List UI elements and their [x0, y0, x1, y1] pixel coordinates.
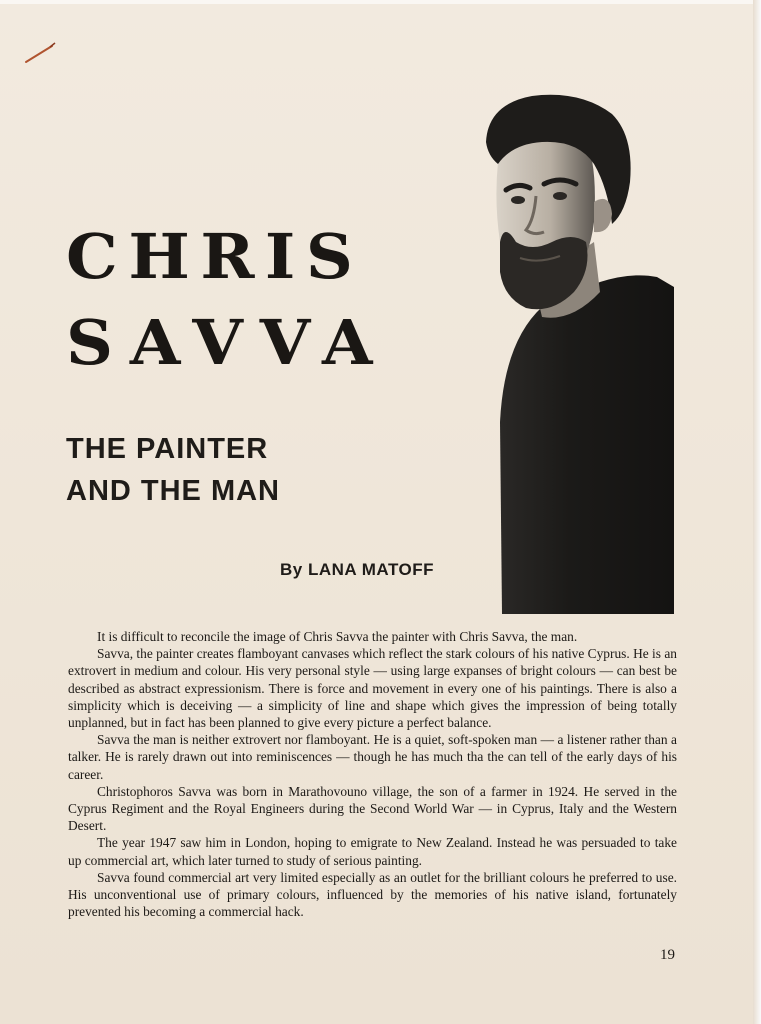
subtitle-line-1: THE PAINTER: [66, 433, 269, 465]
page-number: 19: [660, 947, 675, 963]
article-paragraph: Savva, the painter creates flamboyant canvases which reflect the stark colours of his native Cyprus. He is an extrovert in medium and colour. His very personal style — using large expanses of bright colours — can best be described as abstract expressionism. There is force and movement in every one of his paintings. There is also a simplicity which is deceiving — a simplicity of line and shape which gives the impression of being totally unplanned, but in fact has been planned to give every picture a perfect balance.: [68, 646, 677, 731]
article-body: [68, 628, 677, 920]
article-paragraph: Savva found commercial art very limited especially as an outlet for the brilliant colours he preferred to use. His unconventional use of primary colours, influenced by the memories of his native island, fortunately prevented his becoming a commercial hack.: [68, 869, 677, 920]
subtitle-line-2: AND THE MAN: [66, 475, 280, 507]
article-paragraph: It is difficult to reconcile the image of Chris Savva the painter with Chris Savva, the man.: [97, 629, 578, 644]
page-right-edge: [753, 0, 761, 1024]
byline-prefix: By: [280, 560, 303, 579]
title-line-1: CHRIS: [66, 220, 364, 293]
byline: [280, 560, 434, 580]
article-paragraph: The year 1947 saw him in London, hoping to emigrate to New Zealand. Instead he was persuaded to take up commercial art, which later turned to study of serious painting.: [68, 835, 677, 868]
title-line-2: SAVVA: [66, 306, 390, 379]
article-paragraph: Christophoros Savva was born in Marathovouno village, the son of a farmer in 1924. He served in the Cyprus Regiment and the Royal Engineers during the Second World War — in Cyprus, Italy and the Western Desert.: [68, 783, 677, 834]
article-paragraph: Savva the man is neither extrovert nor flamboyant. He is a quiet, soft-spoken man — a listener rather than a talker. He is rarely drawn out into reminiscences — though he has much tha the can tell of the early days of his career.: [68, 732, 677, 782]
portrait-photo: [482, 92, 674, 614]
staple-mark: [22, 36, 62, 66]
page-top-edge: [0, 0, 761, 4]
byline-author: LANA MATOFF: [307, 560, 435, 579]
subtitle: [66, 428, 280, 512]
